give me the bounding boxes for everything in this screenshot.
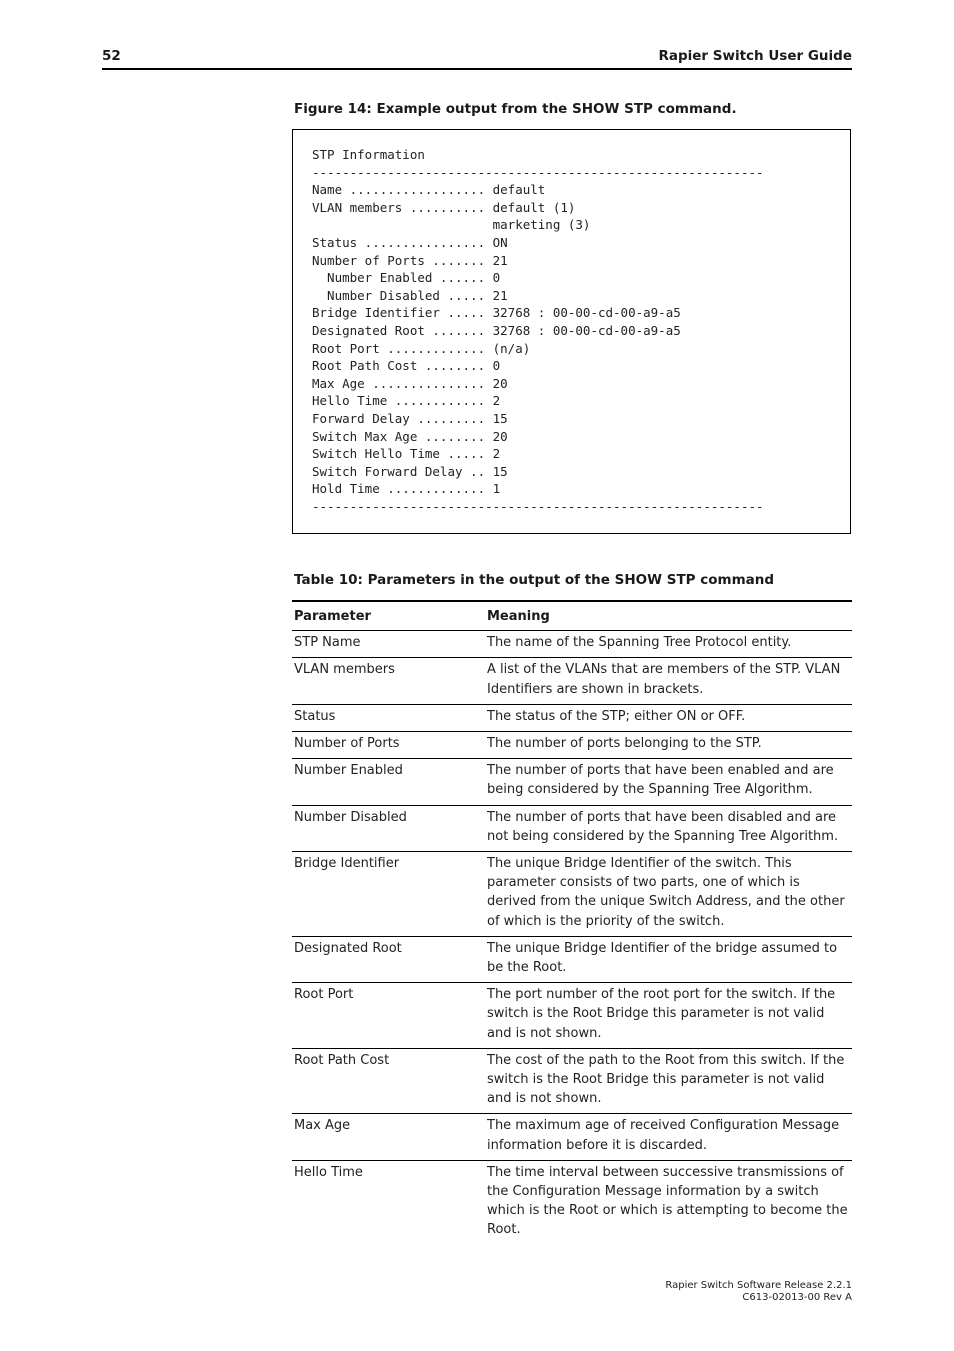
meaning-cell: The name of the Spanning Tree Protocol entity. — [485, 631, 852, 658]
output-line: Number Enabled ...... 0 — [312, 270, 501, 286]
parameter-cell: STP Name — [292, 631, 485, 658]
table-row — [292, 1114, 852, 1160]
parameter-cell: Number Enabled — [292, 759, 485, 805]
output-line: Name .................. default — [312, 182, 546, 198]
output-line: Root Path Cost ........ 0 — [312, 358, 501, 374]
parameter-cell: Number Disabled — [292, 805, 485, 851]
meaning-cell: The number of ports belonging to the STP. — [485, 732, 852, 759]
output-line: Hello Time ............ 2 — [312, 393, 501, 409]
meaning-cell: The maximum age of received Configuration Message information before it is discarded. — [485, 1114, 852, 1160]
table-row — [292, 805, 852, 851]
output-line: Switch Forward Delay .. 15 — [312, 463, 508, 479]
page-number: 52 — [102, 48, 121, 64]
output-line: Switch Hello Time ..... 2 — [312, 446, 501, 462]
meaning-cell: The port number of the root port for the switch. If the switch is the Root Bridge this parameter is not valid and is not shown. — [485, 983, 852, 1049]
output-line: STP Information — [312, 147, 425, 162]
figure-caption: Figure 14: Example output from the SHOW STP command. — [294, 101, 737, 117]
table-row — [292, 1160, 852, 1244]
output-line: Number Disabled ..... 21 — [312, 287, 508, 303]
meaning-cell: The number of ports that have been enabled and are being considered by the Spanning Tree Algorithm. — [485, 759, 852, 805]
output-line: Root Port ............. (n/a) — [312, 340, 531, 356]
output-line: Number of Ports ....... 21 — [312, 252, 508, 268]
output-line: Designated Root ....... 32768 : 00-00-cd-00-a9-a5 — [312, 322, 681, 338]
parameter-cell: Hello Time — [294, 1164, 363, 1180]
footer-docnum: C613-02013-00 Rev A — [742, 1292, 852, 1303]
meaning-cell: The status of the STP; either ON or OFF. — [485, 704, 852, 731]
parameter-cell: Designated Root — [292, 936, 485, 982]
header-meaning: Meaning — [485, 601, 852, 631]
output-line: Hold Time ............. 1 — [312, 481, 501, 497]
meaning-cell: The number of ports that have been disabled and are not being considered by the Spanning Tree Algorithm. — [485, 805, 852, 851]
meaning-cell: The time interval between successive transmissions of the Configuration Message information by a switch which is the Root or which is attempting to become the Root. — [487, 1164, 848, 1238]
table-row — [292, 631, 852, 658]
table-row — [292, 852, 852, 937]
output-line: Bridge Identifier ..... 32768 : 00-00-cd-00-a9-a5 — [312, 305, 681, 321]
meaning-cell: The unique Bridge Identifier of the switch. This parameter consists of two parts, one of which is derived from the unique Switch Address, and the other of which is the priority of the switch. — [485, 852, 852, 937]
meaning-cell: The unique Bridge Identifier of the bridge assumed to be the Root. — [485, 936, 852, 982]
table-row — [292, 658, 852, 704]
parameter-cell: Root Port — [292, 983, 485, 1049]
output-line: Switch Max Age ........ 20 — [312, 428, 508, 444]
page-footer — [665, 1280, 852, 1304]
parameter-cell: Status — [292, 704, 485, 731]
footer-release: Rapier Switch Software Release 2.2.1 — [665, 1280, 852, 1291]
running-title: Rapier Switch User Guide — [658, 48, 852, 64]
table-header-row — [292, 601, 852, 631]
command-output-box — [292, 129, 851, 534]
table-row — [292, 936, 852, 982]
meaning-cell: The cost of the path to the Root from this switch. If the switch is the Root Bridge this parameter is not valid and is not shown. — [485, 1048, 852, 1114]
table-row — [292, 732, 852, 759]
output-line: Status ................ ON — [312, 234, 508, 250]
table-row — [292, 704, 852, 731]
page-header — [102, 48, 852, 70]
output-line: ------------------------------------------------------------ — [312, 498, 764, 514]
meaning-cell: A list of the VLANs that are members of the STP. VLAN Identifiers are shown in brackets. — [485, 658, 852, 704]
command-output-text — [312, 146, 764, 515]
table-row — [292, 1048, 852, 1114]
parameter-cell: VLAN members — [292, 658, 485, 704]
parameter-cell: Number of Ports — [292, 732, 485, 759]
output-line: Forward Delay ......... 15 — [312, 410, 508, 426]
table-caption: Table 10: Parameters in the output of the SHOW STP command — [294, 572, 775, 588]
output-line: ------------------------------------------------------------ — [312, 164, 764, 180]
parameters-table — [292, 600, 852, 1245]
table-row — [292, 983, 852, 1049]
table-row — [292, 759, 852, 805]
parameter-cell: Root Path Cost — [292, 1048, 485, 1114]
header-parameter: Parameter — [292, 601, 485, 631]
output-line: marketing (3) — [312, 217, 591, 233]
parameter-cell: Max Age — [292, 1114, 485, 1160]
output-line: Max Age ............... 20 — [312, 375, 508, 391]
parameter-cell: Bridge Identifier — [292, 852, 485, 937]
output-line: VLAN members .......... default (1) — [312, 199, 576, 215]
